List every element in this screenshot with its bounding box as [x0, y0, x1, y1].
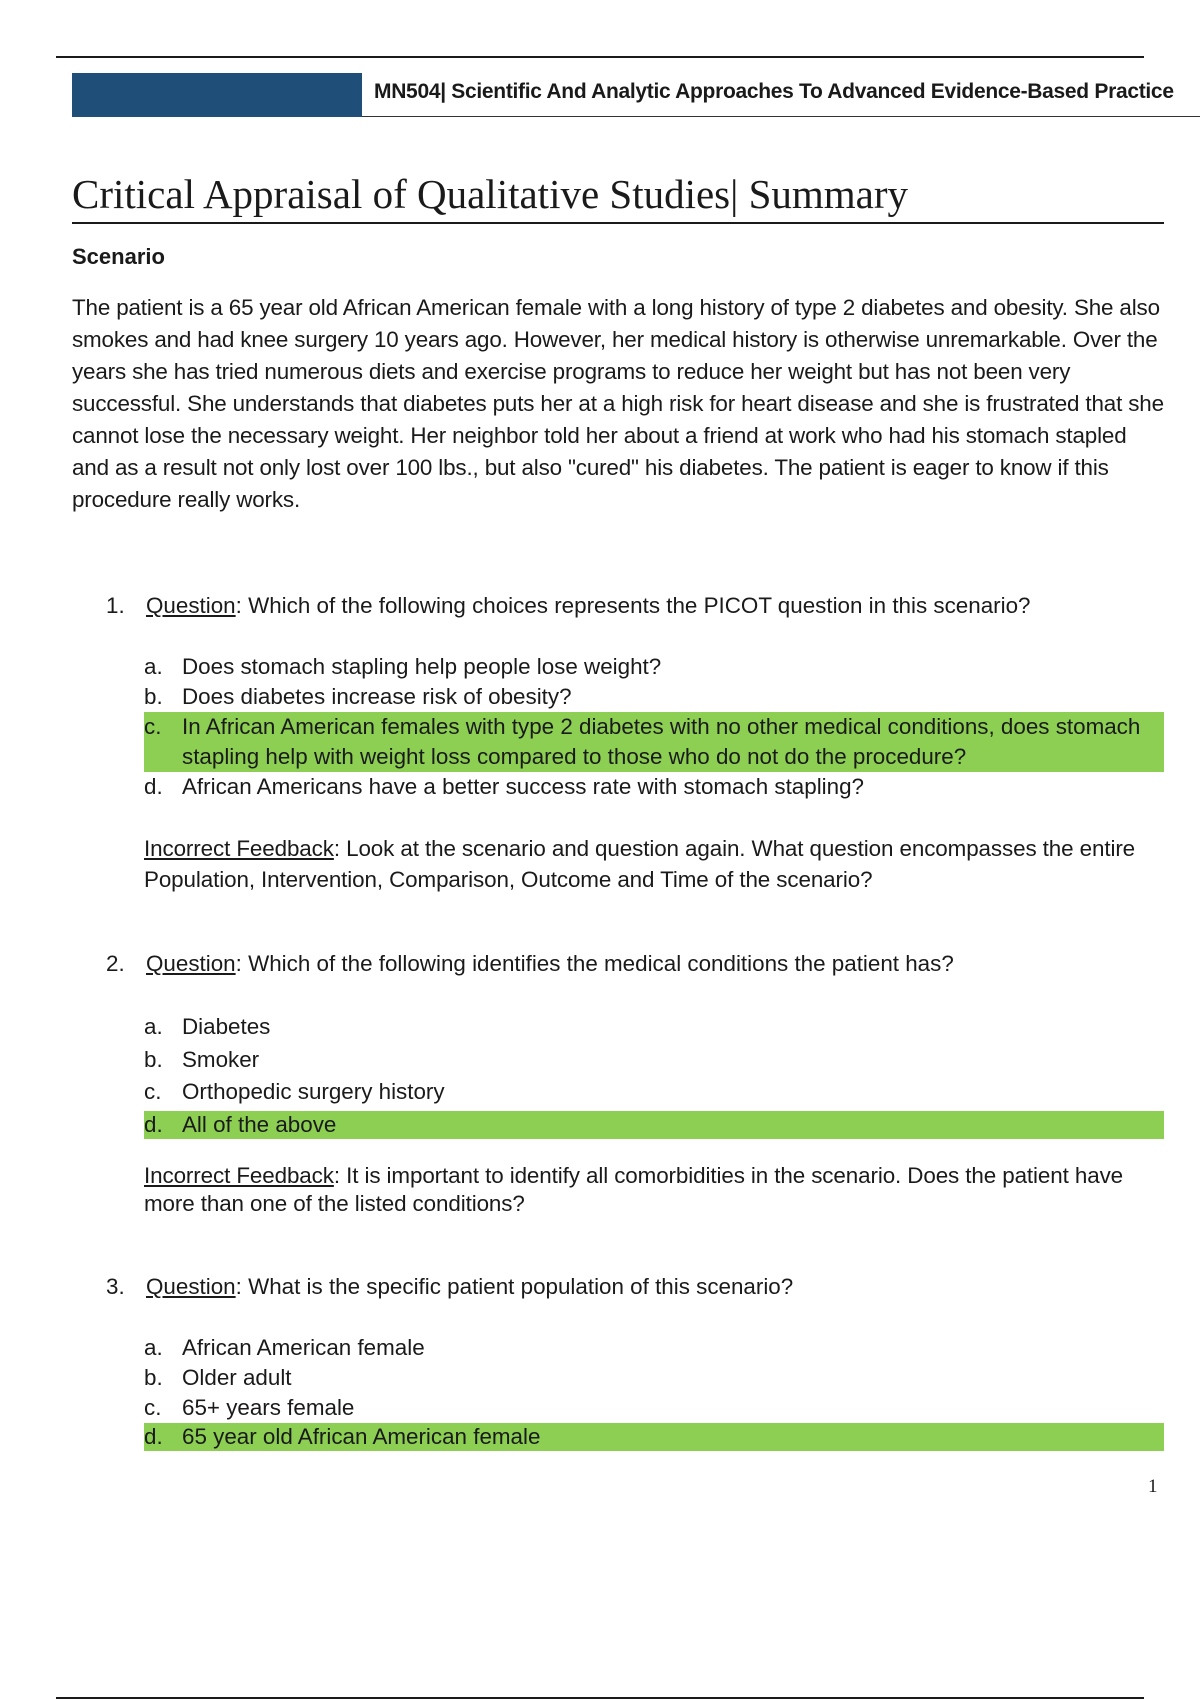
option-letter: a.	[144, 654, 163, 679]
question-number: 3.	[106, 1274, 125, 1299]
option-letter: c.	[144, 714, 162, 739]
option-text: In African American females with type 2 diabetes with no other medical conditions, does stomach stapling help with weight loss compared to those who do not do the procedure?	[182, 714, 1141, 769]
question-text: : Which of the following choices represents the PICOT question in this scenario?	[235, 593, 1031, 618]
question-3	[106, 1271, 793, 1303]
option-d	[144, 772, 1164, 802]
option-letter: d.	[144, 1111, 163, 1137]
question-text: : What is the specific patient population of this scenario?	[235, 1274, 794, 1299]
question-1	[106, 590, 1030, 622]
option-text: Does diabetes increase risk of obesity?	[182, 684, 572, 709]
option-text: Diabetes	[182, 1014, 271, 1039]
feedback-label: Incorrect Feedback	[144, 1163, 334, 1188]
question-label: Question	[146, 593, 236, 618]
option-text: Orthopedic surgery history	[182, 1079, 445, 1104]
question-number: 1.	[106, 593, 125, 618]
option-b	[144, 682, 1164, 712]
option-letter: d.	[144, 1424, 163, 1449]
option-text: Smoker	[182, 1046, 260, 1072]
document-title: Critical Appraisal of Qualitative Studies| Summary	[72, 171, 909, 217]
option-b	[144, 1363, 1164, 1393]
scenario-text: The patient is a 65 year old African American female with a long history of type 2 diabetes and obesity. She also smokes and had knee surgery 10 years ago. However, her medical history is otherwise unremarkable. Over the years she has tried numerous diets and exercise programs to reduce her weight but has not been very successful. She understands that diabetes puts her at a high risk for heart disease and she is frustrated that she cannot lose the necessary weight. Her neighbor told her about a friend at work who had his stomach stapled and as a result not only lost over 100 lbs., but also "cured" his diabetes. The patient is eager to know if this procedure really works.	[72, 295, 1164, 512]
option-c	[144, 1076, 1164, 1109]
question-label: Question	[146, 1274, 236, 1299]
title-rule	[72, 222, 1164, 224]
question-3-options	[144, 1333, 1164, 1451]
question-number: 2.	[106, 951, 125, 976]
top-rule	[56, 56, 1144, 58]
option-text: African American female	[182, 1335, 425, 1360]
option-letter: a.	[144, 1335, 163, 1360]
question-1-options	[144, 652, 1164, 802]
option-text: 65 year old African American female	[182, 1424, 541, 1449]
question-2-options	[144, 1011, 1164, 1139]
header-color-band	[72, 73, 362, 117]
question-text: : Which of the following identifies the medical conditions the patient has?	[235, 951, 954, 976]
option-a	[144, 1011, 1164, 1044]
option-c	[144, 1393, 1164, 1423]
feedback-text: : It is important to identify all comorbidities in the scenario. Does the patient have more than one of the listed conditions?	[144, 1163, 1124, 1216]
bottom-rule	[56, 1697, 1144, 1699]
option-letter: b.	[144, 1365, 163, 1390]
feedback-label: Incorrect Feedback	[144, 836, 334, 861]
option-letter: c.	[144, 1079, 162, 1104]
option-letter: b.	[144, 1046, 163, 1072]
question-label: Question	[146, 951, 236, 976]
option-c-correct	[144, 712, 1164, 772]
option-a	[144, 652, 1164, 682]
question-2-feedback	[144, 1162, 1164, 1218]
page-number: 1	[1148, 1476, 1158, 1497]
option-letter: d.	[144, 774, 163, 799]
scenario-heading: Scenario	[72, 244, 165, 269]
option-letter: a.	[144, 1014, 163, 1039]
question-2	[106, 948, 954, 980]
course-header: MN504| Scientific And Analytic Approaches To Advanced Evidence-Based Practice	[374, 80, 1174, 103]
header-underline	[362, 116, 1200, 117]
option-text: Does stomach stapling help people lose weight?	[182, 654, 662, 679]
option-letter: b.	[144, 684, 163, 709]
option-text: Older adult	[182, 1365, 292, 1390]
feedback-text: : Look at the scenario and question again. What question encompasses the entire Population, Intervention, Comparison, Outcome and Time of the scenario?	[144, 836, 1136, 892]
option-text: African Americans have a better success rate with stomach stapling?	[182, 774, 864, 799]
option-text: All of the above	[182, 1111, 337, 1137]
option-d-correct	[144, 1111, 1164, 1139]
option-a	[144, 1333, 1164, 1363]
option-text: 65+ years female	[182, 1395, 355, 1420]
option-b	[144, 1044, 1164, 1077]
option-letter: c.	[144, 1395, 162, 1420]
question-1-feedback	[144, 833, 1164, 895]
option-d-correct	[144, 1423, 1164, 1451]
